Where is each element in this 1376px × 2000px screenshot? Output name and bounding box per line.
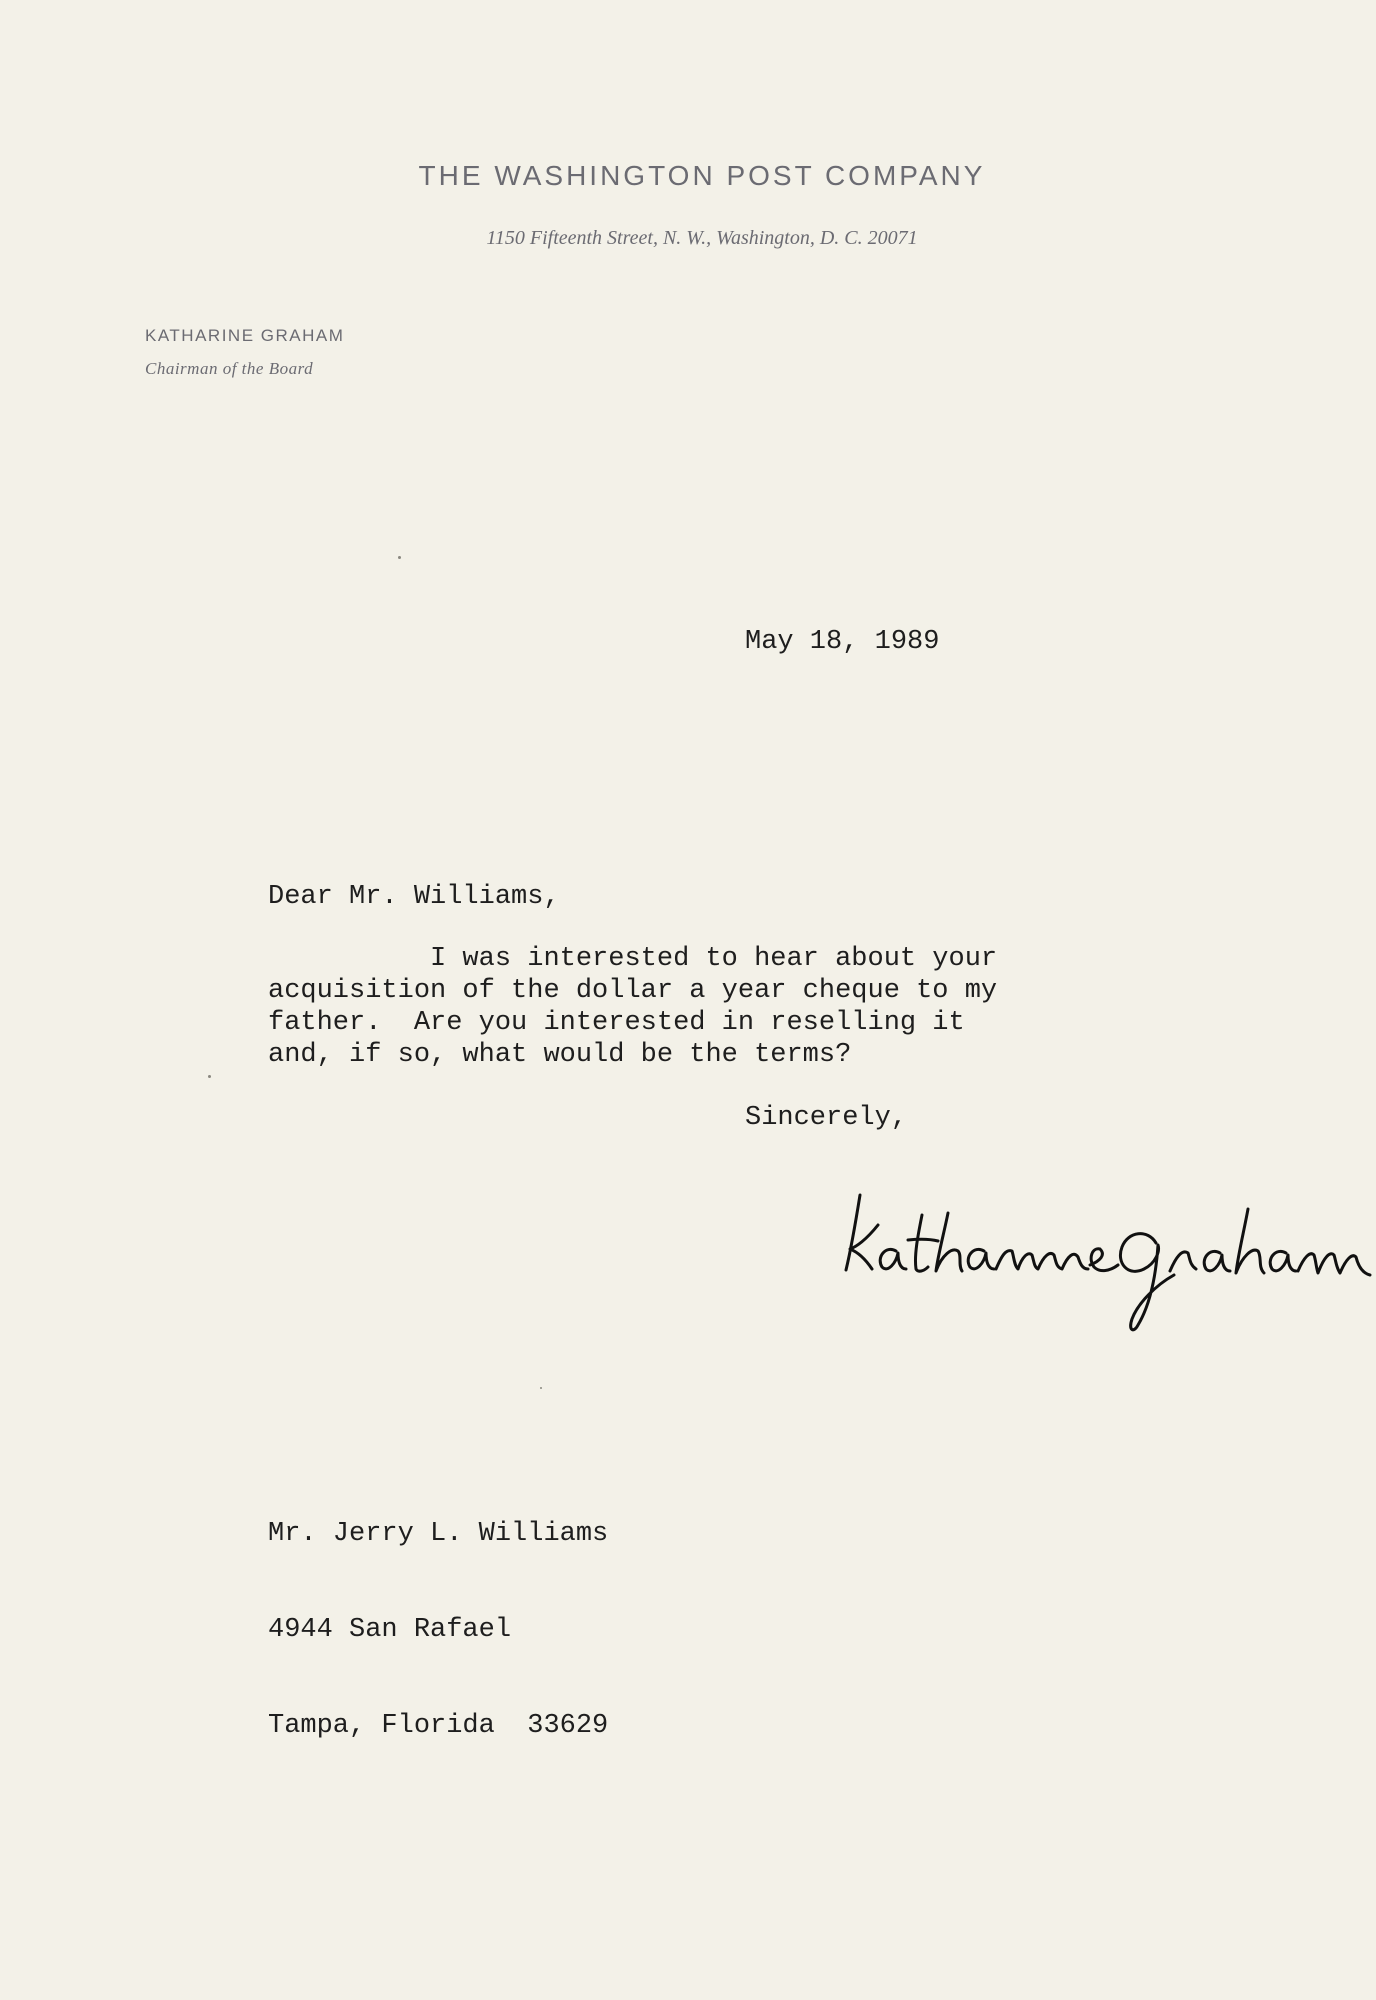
closing: Sincerely,	[745, 1103, 908, 1133]
recipient-city: Tampa, Florida 33629	[268, 1711, 609, 1741]
salutation: Dear Mr. Williams,	[268, 882, 560, 912]
sender-name: KATHARINE GRAHAM	[145, 326, 345, 345]
letter-body: I was interested to hear about your acquisition of the dollar a year cheque to my father. Are you interested in reselling it and, if so, what would be the terms?	[268, 944, 998, 1070]
recipient-street: 4944 San Rafael	[268, 1615, 512, 1645]
letter-date: May 18, 1989	[745, 627, 940, 657]
recipient-address	[268, 1454, 608, 1806]
sender-title: Chairman of the Board	[145, 359, 314, 378]
handwritten-signature	[838, 1185, 1373, 1345]
paper-speck	[398, 556, 401, 559]
letterhead-company-name: THE WASHINGTON POST COMPANY	[418, 160, 986, 191]
letterhead-address: 1150 Fifteenth Street, N. W., Washington, D. C. 20071	[486, 227, 918, 249]
recipient-name: Mr. Jerry L. Williams	[268, 1519, 609, 1549]
paper-speck	[208, 1075, 211, 1078]
paper-speck	[540, 1387, 542, 1389]
